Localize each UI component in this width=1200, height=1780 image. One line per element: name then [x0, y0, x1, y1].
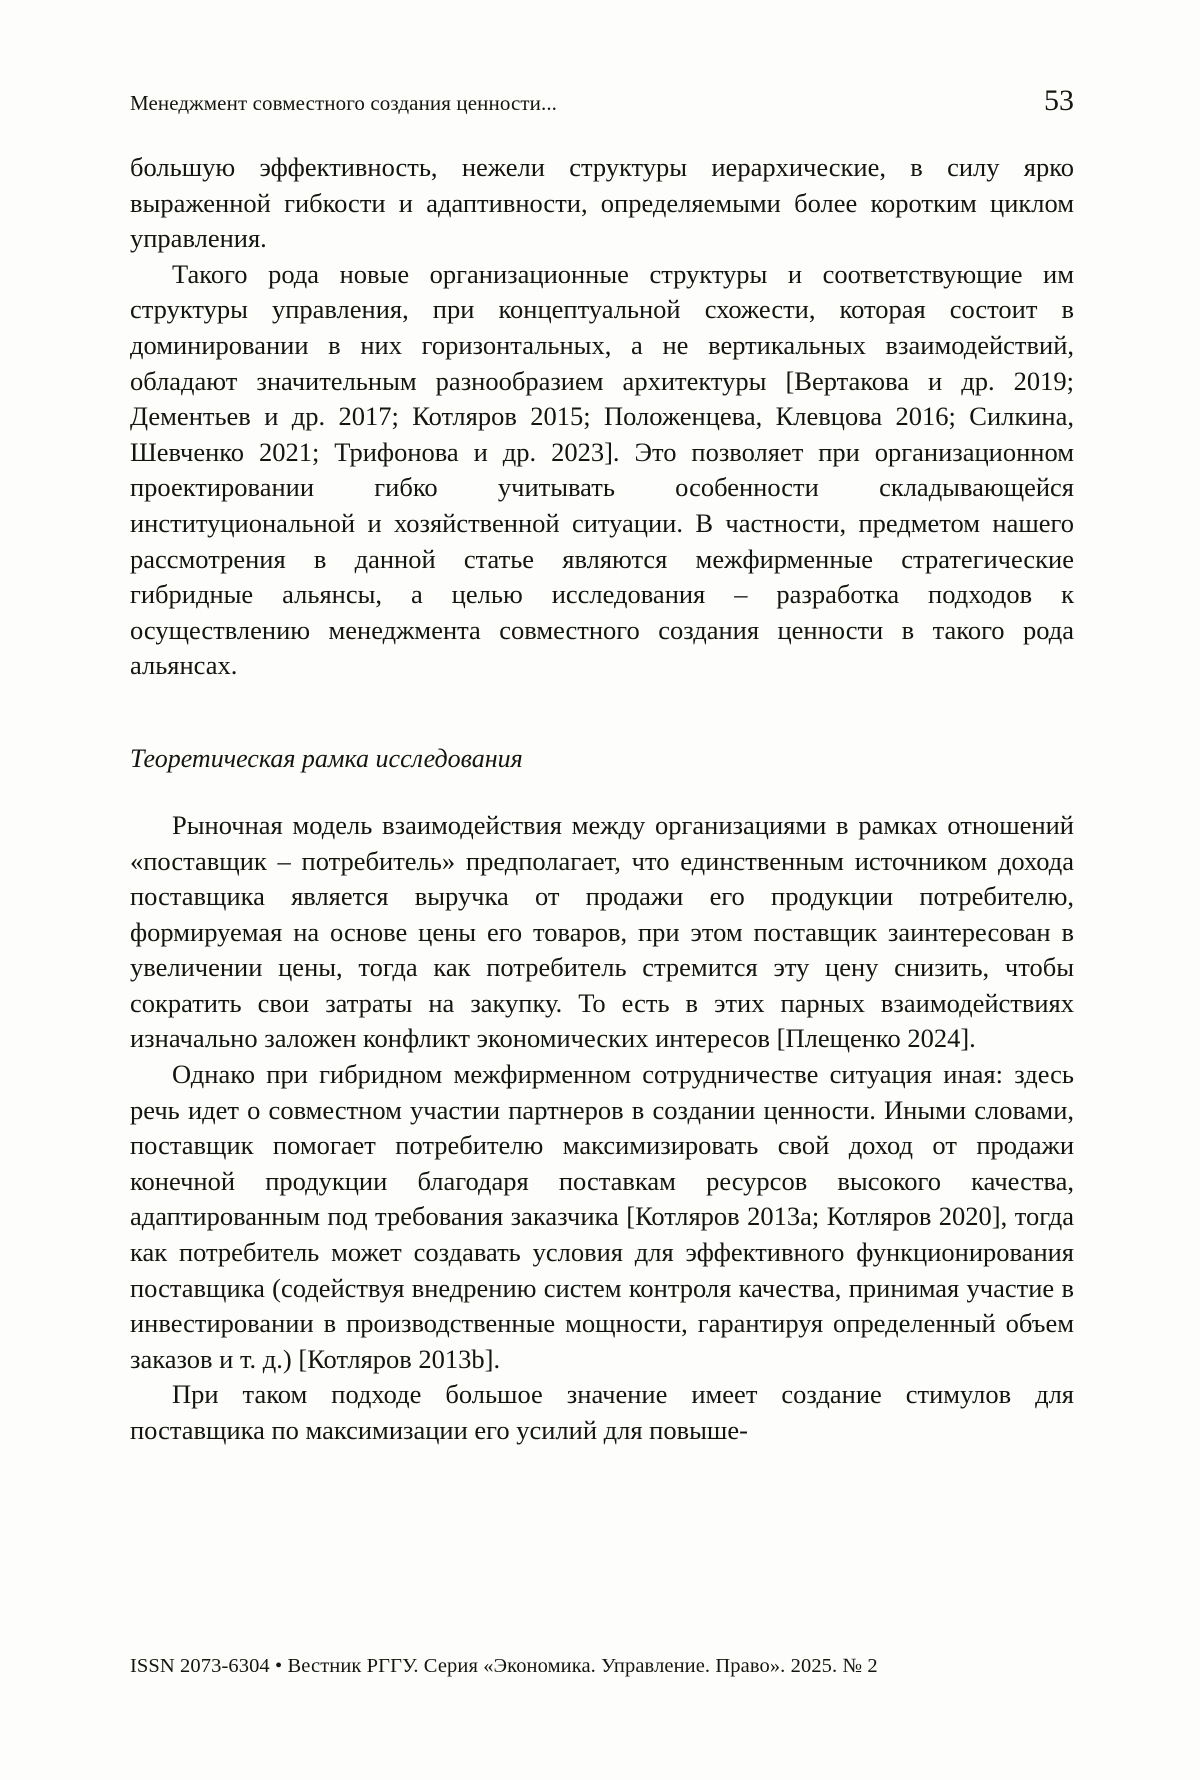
- spacer: [130, 774, 1074, 808]
- paragraph: большую эффективность, нежели структуры иерархические, в силу ярко выраженной гибкости и адаптивности, определяемыми более коротким циклом управления.: [130, 152, 1074, 254]
- running-head: [130, 86, 1074, 116]
- section-heading: Теоретическая рамка исследования: [130, 743, 523, 773]
- paragraph: Такого рода новые организационные структуры и соответствующие им структуры управления, при концептуальной схожести, которая состоит в доминировании в них горизонтальных, а не вертикальных взаимодействий, обладают значительным разнообразием архитектуры [Вертакова и др. 2019; Дементьев и др. 2017; Котляров 2015; Положенцева, Клевцова 2016; Силкина, Шевченко 2021; Трифонова и др. 2023]. Это позволяет при организационном проектировании гибко учитывать особенности складывающейся институциональной и хозяйственной ситуации. В частности, предметом нашего рассмотрения в данной статье являются межфирменные стратегические гибридные альянсы, а целью исследования – разработка подходов к осуществлению менеджмента совместного создания ценности в такого рода альянсах.: [130, 258, 1074, 681]
- paragraph: Рыночная модель взаимодействия между организациями в рамках отношений «поставщик – потребитель» предполагает, что единственным источником дохода поставщика является выручка от продажи его продукции потребителю, формируемая на основе цены его товаров, при этом поставщик заинтересован в увеличении цены, тогда как потребитель стремится эту цену снизить, чтобы сократить свои затраты на закупку. То есть в этих парных взаимодействиях изначально заложен конфликт экономических интересов [Плещенко 2024].: [130, 809, 1074, 1054]
- spacer: [130, 684, 1074, 744]
- page-content: [130, 86, 1074, 1449]
- body-text-block: [130, 150, 1074, 684]
- paragraph: Однако при гибридном межфирменном сотрудничестве ситуация иная: здесь речь идет о совместном участии партнеров в создании ценности. Иными словами, поставщик помогает потребителю максимизировать свой доход от продажи конечной продукции благодаря поставкам ресурсов высокого качества, адаптированным под требования заказчика [Котляров 2013a; Котляров 2020], тогда как потребитель может создавать условия для эффективного функционирования поставщика (содействуя внедрению систем контроля качества, принимая участие в инвестировании в производственные мощности, гарантируя определенный объем заказов и т. д.) [Котляров 2013b].: [130, 1059, 1074, 1374]
- running-head-title: Менеджмент совместного создания ценности...: [130, 91, 558, 115]
- page-footer: ISSN 2073-6304 • Вестник РГГУ. Серия «Экономика. Управление. Право». 2025. № 2: [130, 1655, 878, 1677]
- section-text-block: [130, 808, 1074, 1449]
- page-number: 53: [1044, 84, 1074, 117]
- paragraph: При таком подходе большое значение имеет создание стимулов для поставщика по максимизации его усилий для повыше-: [130, 1379, 1074, 1445]
